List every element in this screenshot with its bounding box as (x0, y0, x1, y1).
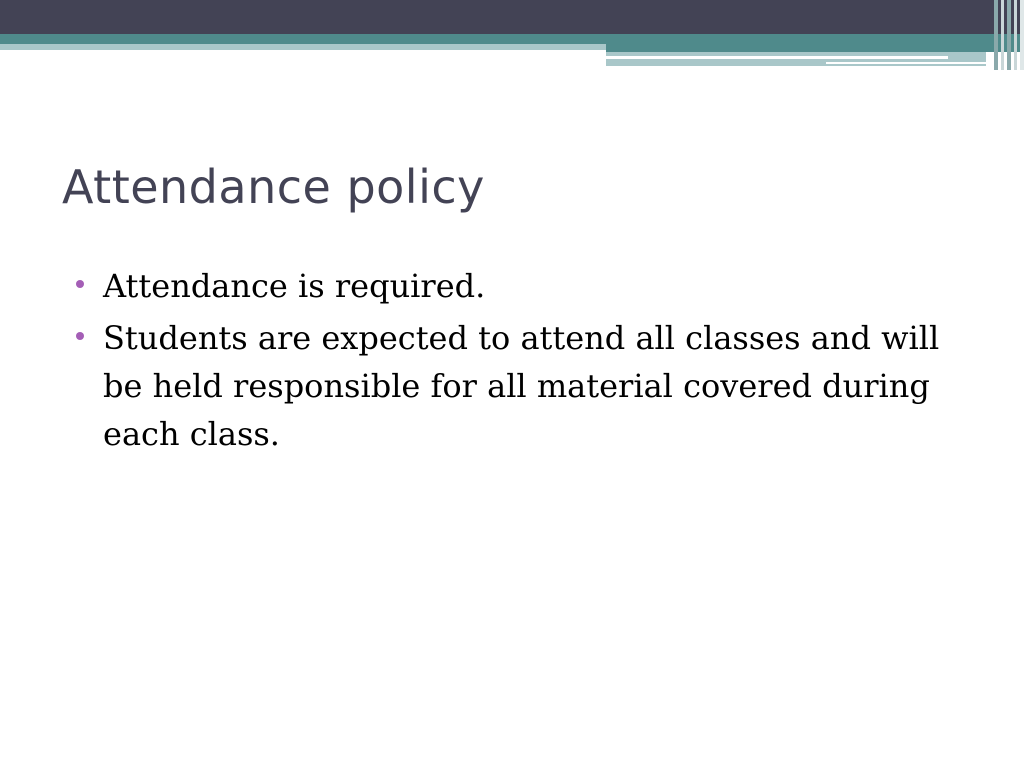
bullet-item (76, 314, 956, 458)
header-band-teal (0, 34, 1024, 44)
bullet-item (76, 262, 956, 310)
slide-title: Attendance policy (62, 160, 485, 214)
header-band-teal-light (0, 44, 606, 50)
bullet-dot-icon (76, 332, 84, 340)
header-band-teal-right (606, 44, 1024, 52)
header-band-dark (0, 0, 1024, 34)
bullet-list (76, 262, 956, 462)
bullet-dot-icon (76, 280, 84, 288)
bullet-text: Students are expected to attend all classes and will be held responsible for all material covered during each class. (103, 319, 940, 453)
header-band-white-line (606, 56, 948, 59)
header-band-white-line-short (826, 62, 986, 64)
bullet-text: Attendance is required. (103, 267, 486, 305)
header-vertical-stripes (994, 0, 1024, 70)
